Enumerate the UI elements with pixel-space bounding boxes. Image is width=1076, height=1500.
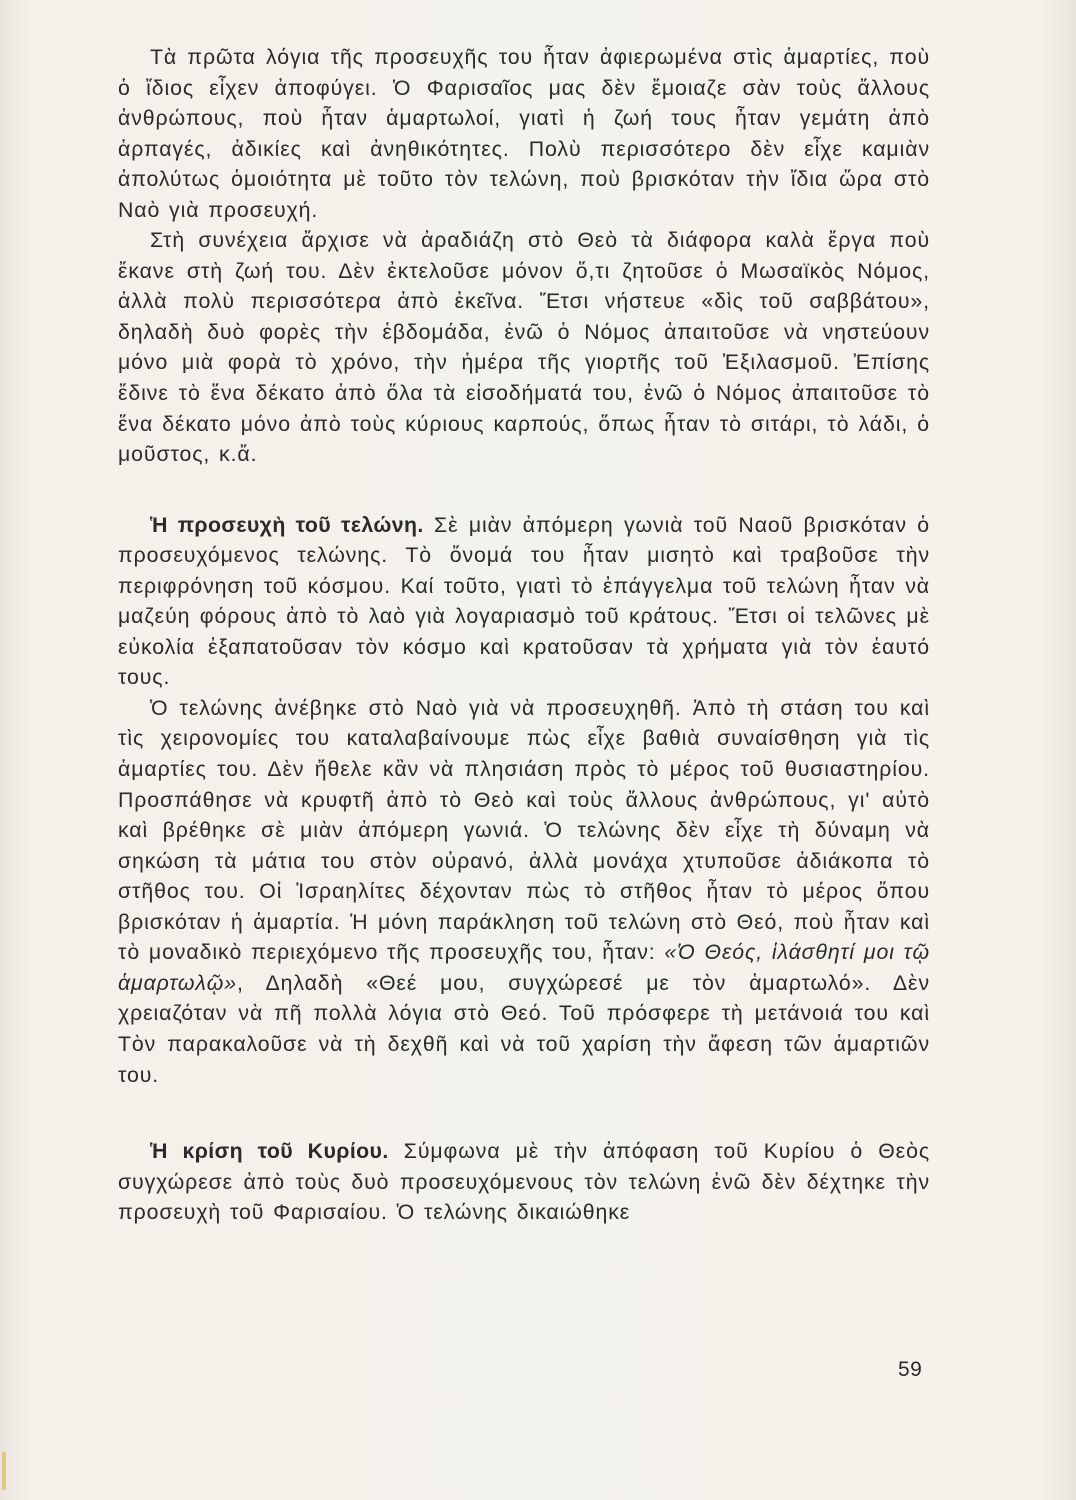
section-heading-lord-judgment: Ἡ κρίση τοῦ Κυρίου. (150, 1139, 389, 1164)
paragraph-publican-start: Ὁ τελώνης ἀνέβηκε στὸ Ναὸ γιὰ νὰ προσευχηθῆ. Ἀπὸ τὴ στάση του καὶ τὶς χειρονομίες του καταλαβαίνουμε πὼς εἶχε βαθιὰ συναίσθηση γιὰ τὶς ἁμαρτίες του. Δὲν ἤθελε κἂν νὰ πλησιάση πρὸς τὸ μέρος τοῦ θυσιαστηρίου. Προσπάθησε νὰ κρυφτῆ ἀπὸ τὸ Θεὸ καὶ τοὺς ἄλλους ἀνθρώπους, γι' αὐτὸ καὶ βρέθηκε σὲ μιὰν ἀπόμερη γωνιά. Ὁ τελώνης δὲν εἶχε τὴ δύναμη νὰ σηκώση τὰ μάτια του στὸν οὐρανό, ἀλλὰ μονάχα χτυποῦσε ἀδιάκοπα τὸ στῆθος του. Οἱ Ἰσραηλίτες δέχονταν πὼς τὸ στῆθος ἦταν τὸ μέρος ὅπου βρισκόταν ἡ ἁμαρτία. Ἡ μόνη παράκληση τοῦ τελώνη στὸ Θεό, ποὺ ἦταν καὶ τὸ μοναδικὸ περιεχόμενο τῆς προσευχῆς του, ἦταν: (118, 695, 930, 965)
page-number: 59 (898, 1358, 923, 1381)
page-edge-mark (2, 1452, 6, 1490)
section-publican-prayer (118, 510, 930, 693)
section-text-lord-judgment: Σύμφωνα μὲ τὴν ἀπόφαση τοῦ Κυρίου ὁ Θεὸς συγχώρεσε ἀπὸ τοὺς δυὸ προσευχόμενους τὸν τελώνη ἐνῶ δὲν δέχτηκε τὴν προσευχὴ τοῦ Φαρισαίου. Ὁ τελώνης δικαιώθηκε (118, 1139, 930, 1225)
paragraph-pharisee-prayer: Τὰ πρῶτα λόγια τῆς προσευχῆς του ἦταν ἀφιερωμένα στὶς ἁμαρτίες, ποὺ ὁ ἴδιος εἶχεν ἀποφύγει. Ὁ Φαρισαῖος μας δὲν ἔμοιαζε σὰν τοὺς ἄλλους ἀνθρώπους, ποὺ ἦταν ἁμαρτωλοί, γιατὶ ἡ ζωή τους ἦταν γεμάτη ἀπὸ ἁρπαγές, ἀδικίες καὶ ἀνηθικότητες. Πολὺ περισσότερο δὲν εἶχε καμιὰν ἀπολύτως ὁμοιότητα μὲ τοῦτο τὸν τελώνη, ποὺ βρισκόταν τὴν ἴδια ὥρα στὸ Ναὸ γιὰ προσευχή. (118, 45, 930, 222)
prayer-quote: «Ὁ Θεός, ἱλάσθητί μοι τῷ ἁμαρτωλῷ» (118, 940, 931, 995)
paragraph-publican-repentance (118, 693, 930, 1090)
section-spacer (118, 1090, 930, 1136)
section-text-publican-prayer: Σὲ μιὰν ἀπόμερη γωνιὰ τοῦ Ναοῦ βρισκόταν ὁ προσευχόμενος τελώνης. Τὸ ὄνομά του ἦταν μισητὸ καὶ τραβοῦσε τὴν περιφρόνηση τοῦ κόσμου. Καί τοῦτο, γιατὶ τὸ ἐπάγγελμα τοῦ τελώνη ἦταν νὰ μαζεύη φόρους ἀπὸ τὸ λαὸ γιὰ λογαριασμὸ τοῦ κράτους. Ἔτσι οἱ τελῶνες μὲ εὐκολία ἐξαπατοῦσαν τὸν κόσμο καὶ κρατοῦσαν τὰ χρήματα γιὰ τὸν ἑαυτό τους. (118, 512, 930, 690)
section-heading-publican-prayer: Ἡ προσευχὴ τοῦ τελώνη. (150, 512, 424, 537)
section-lord-judgment (118, 1136, 930, 1228)
paragraph-good-works: Στὴ συνέχεια ἄρχισε νὰ ἀραδιάζη στὸ Θεὸ τὰ διάφορα καλὰ ἔργα ποὺ ἔκανε στὴ ζωή του. Δὲν ἐκτελοῦσε μόνον ὅ,τι ζητοῦσε ὁ Μωσαϊκὸς Νόμος, ἀλλὰ πολὺ περισσότερα ἀπὸ ἐκεῖνα. Ἔτσι νήστευε «δὶς τοῦ σαββάτου», δηλαδὴ δυὸ φορὲς τὴν ἑβδομάδα, ἐνῶ ὁ Νόμος ἀπαιτοῦσε νὰ νηστεύουν μόνο μιὰ φορὰ τὸ χρόνο, τὴν ἡμέρα τῆς γιορτῆς τοῦ Ἐξιλασμοῦ. Ἐπίσης ἔδινε τὸ ἕνα δέκατο ἀπὸ ὅλα τὰ εἰσοδήματά του, ἐνῶ ὁ Νόμος ἀπαιτοῦσε τὸ ἕνα δέκατο μόνο ἀπὸ τοὺς κύριους καρπούς, ὅπως ἦταν τὸ σιτάρι, τὸ λάδι, ὁ μοῦστος, κ.ἄ. (118, 228, 930, 467)
section-spacer (118, 470, 930, 510)
body-text (118, 42, 930, 1228)
paragraph-publican-end: , Δηλαδὴ «Θεέ μου, συγχώρεσέ με τὸν ἁμαρτωλό». Δὲν χρειαζόταν νὰ πῆ πολλὰ λόγια στὸ Θεό. Τοῦ πρόσφερε τὴ μετάνοιά του καὶ Τὸν παρακαλοῦσε νὰ τὴ δεχθῆ καὶ νὰ τοῦ χαρίση τὴν ἄφεση τῶν ἁμαρτιῶν του. (118, 970, 930, 1087)
